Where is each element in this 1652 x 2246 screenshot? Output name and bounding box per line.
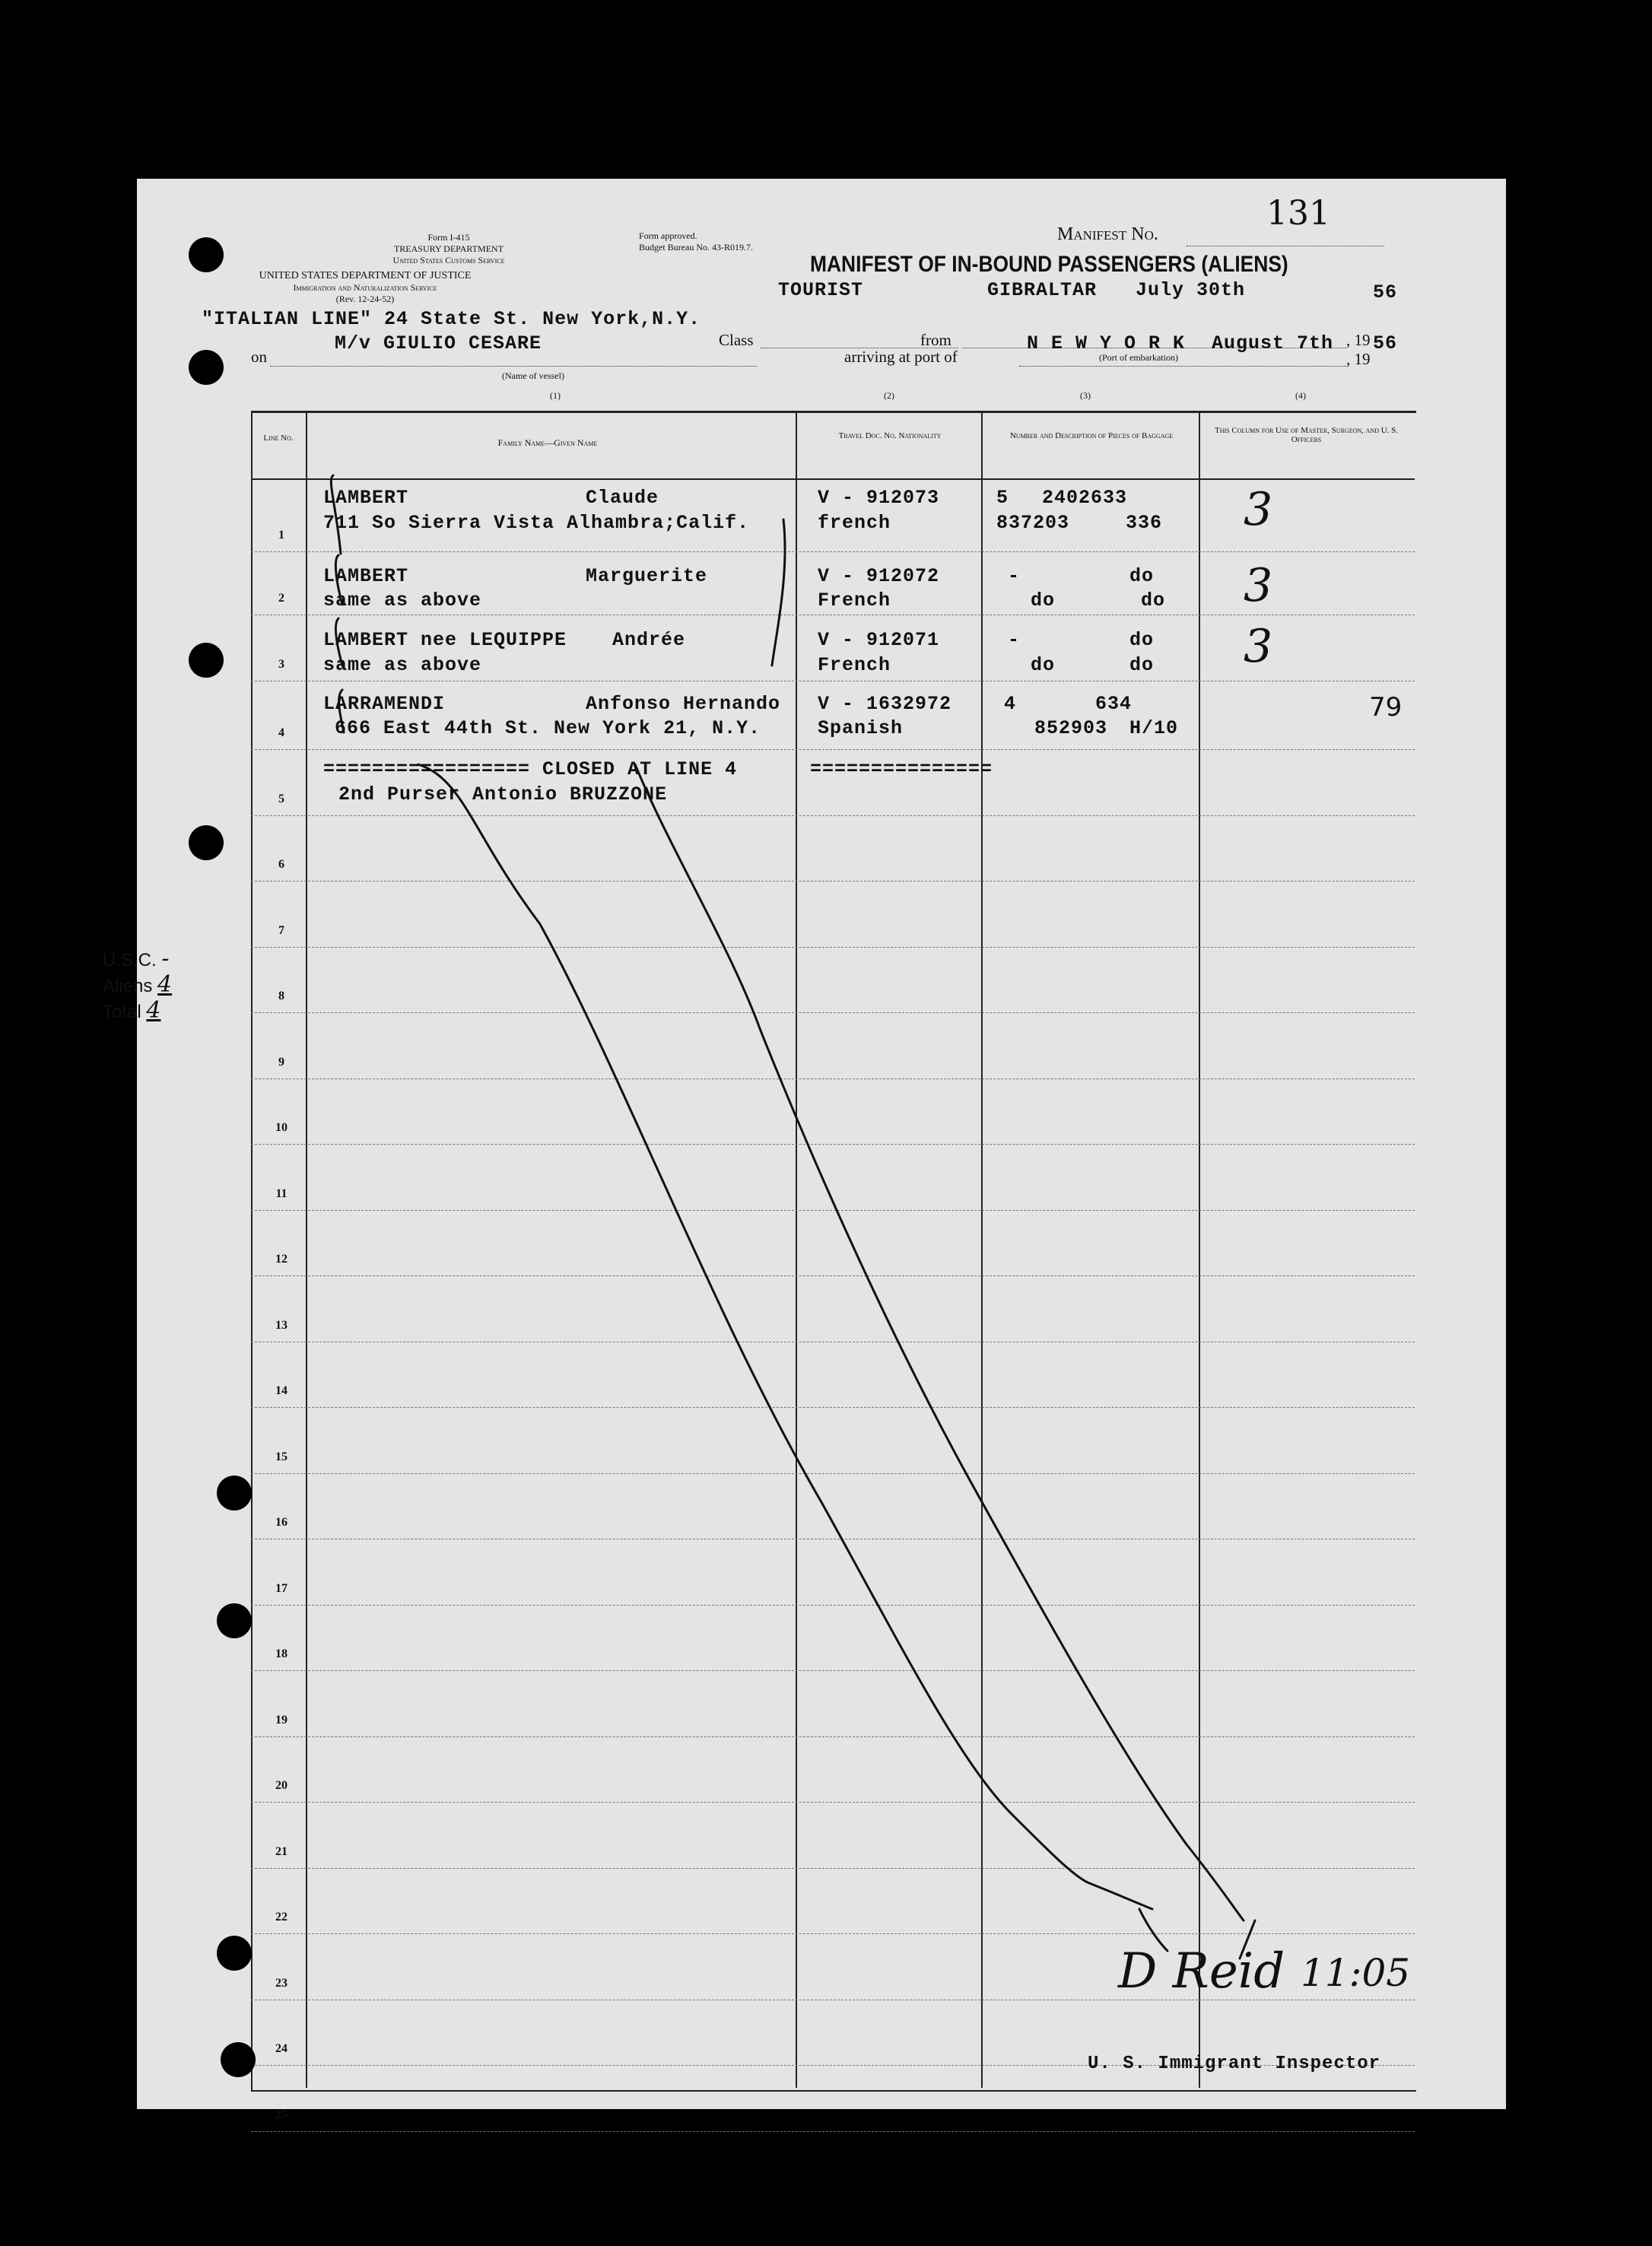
entry-officer-mark: 3: [1244, 620, 1273, 673]
usc-label: U.S.C.: [103, 950, 157, 971]
row-number: 24: [275, 2042, 288, 2055]
from-label: from: [920, 331, 951, 349]
department-rev: (Rev. 12-24-52): [335, 294, 395, 304]
page-title: MANIFEST OF IN-BOUND PASSENGERS (ALIENS): [810, 252, 1288, 277]
inspector-signature: D Reid: [1118, 1943, 1285, 2000]
arrival-year: 56: [1373, 332, 1398, 354]
row-number: 22: [275, 1911, 288, 1924]
aliens-value: 4: [157, 971, 173, 998]
tick-stroke-2: [335, 555, 342, 605]
arrival-port: N E W Y O R K: [1027, 332, 1186, 354]
header-baggage: Number and Description of Pieces of Baggage: [1009, 431, 1174, 440]
entry-doc: V - 912071: [818, 629, 940, 651]
binder-hole: [189, 237, 224, 272]
year-value: 56: [1373, 281, 1398, 303]
form-id-text: Form I-415: [427, 232, 470, 243]
class-value: TOURIST: [778, 279, 864, 301]
entry-bag-count: 4: [1004, 693, 1017, 715]
row-number: 4: [278, 726, 284, 739]
manifest-page: [103, 179, 1506, 2121]
binder-hole: [217, 1936, 252, 1971]
department-line1: UNITED STATES DEPARTMENT OF JUSTICE: [259, 270, 472, 281]
cancel-stroke-2: [635, 764, 1244, 1920]
customs-text: United States Customs Service: [392, 255, 505, 265]
entry-bag-a: do: [1129, 629, 1155, 651]
row-number: 16: [275, 1516, 288, 1529]
tick-stroke-4: [339, 690, 344, 732]
entry-bag-c: H/10: [1129, 717, 1179, 739]
port-embarkation-label: (Port of embarkation): [1099, 352, 1178, 363]
entry-address: 711 So Sierra Vista Alhambra;Calif.: [323, 512, 750, 534]
entry-bag-a: do: [1129, 565, 1155, 587]
entry-nationality: Spanish: [818, 717, 904, 739]
carrier-text: "ITALIAN LINE" 24 State St. New York,N.Y.: [202, 308, 701, 330]
vessel-label: (Name of vessel): [502, 370, 564, 381]
entry-bag-b: 837203: [996, 512, 1070, 534]
entry-address: same as above: [323, 589, 482, 612]
purser-signature-line: 2nd Purser Antonio BRUZZONE: [338, 783, 668, 805]
row-number: 9: [278, 1055, 284, 1069]
row-number: 12: [275, 1253, 288, 1266]
entry-bag-c: do: [1129, 654, 1155, 676]
entry-bag-a: 2402633: [1042, 487, 1128, 509]
on-label: on: [251, 348, 267, 366]
arrival-year-prefix: , 19: [1346, 350, 1371, 368]
total-value: 4: [146, 997, 161, 1024]
row-number: 2: [278, 592, 284, 605]
arrival-date: August 7th: [1212, 332, 1334, 354]
entry-address: 666 East 44th St. New York 21, N.Y.: [335, 717, 761, 739]
row-number: 5: [278, 792, 284, 805]
entry-doc: V - 912072: [818, 565, 940, 587]
entry-bag-count: -: [1008, 629, 1021, 651]
row-number: 7: [278, 923, 284, 937]
row-number: 13: [275, 1318, 288, 1332]
class-label: Class: [719, 331, 754, 349]
row-number: 18: [275, 1647, 288, 1660]
entry-officer-mark: 3: [1244, 559, 1273, 612]
entry-bag-c: do: [1141, 589, 1166, 612]
entry-family-name: LAMBERT: [323, 565, 409, 587]
closed-at-line: ================= CLOSED AT LINE 4: [323, 758, 738, 780]
header-name: Family Name—Given Name: [497, 437, 598, 448]
binder-hole: [189, 350, 224, 385]
entry-family-name: LAMBERT nee LEQUIPPE: [323, 629, 567, 651]
inspector-label: U. S. Immigrant Inspector: [1088, 2054, 1381, 2074]
entry-given-name: Andrée: [612, 629, 686, 651]
row-number: 23: [275, 1976, 288, 1990]
binder-hole: [217, 1476, 252, 1511]
departure-date: July 30th: [1136, 279, 1246, 301]
year-prefix: , 19: [1346, 331, 1371, 349]
tick-stroke-1: [331, 475, 341, 554]
vessel-name: M/v GIULIO CESARE: [335, 332, 542, 354]
header-officers: This Column for Use of Master, Surgeon, and U. S. Officers: [1214, 426, 1399, 444]
row-number: 11: [275, 1187, 288, 1200]
entry-nationality: French: [818, 654, 891, 676]
column-number-1: (1): [550, 390, 561, 401]
entry-family-name: LARRAMENDI: [323, 693, 446, 715]
arriving-label: arriving at port of: [844, 348, 958, 366]
entry-officer-mark: 79: [1369, 692, 1403, 723]
manifest-number: 131: [1266, 194, 1330, 233]
entry-bag-count: -: [1008, 565, 1021, 587]
entry-family-name: LAMBERT: [323, 487, 409, 509]
binder-hole: [221, 2042, 256, 2077]
binder-hole: [189, 643, 224, 678]
binder-hole: [217, 1603, 252, 1638]
row-number: 8: [278, 990, 284, 1002]
row-number: 21: [275, 1844, 288, 1858]
entry-officer-mark: 3: [1244, 483, 1273, 536]
entry-bag-count: 5: [996, 487, 1009, 509]
row-number: 10: [275, 1121, 288, 1134]
row-number: 20: [275, 1779, 288, 1792]
row-number: 17: [275, 1581, 288, 1595]
bracket-stroke: [772, 519, 785, 666]
closed-rule: ===============: [810, 758, 993, 780]
entry-nationality: french: [818, 512, 891, 534]
manifest-label: Manifest No.: [1057, 224, 1158, 244]
signature-time: 11:05: [1301, 1951, 1411, 1995]
column-number-2: (2): [884, 390, 894, 401]
total-label: Total: [103, 1002, 141, 1022]
row-rule: [251, 2131, 1415, 2132]
entry-doc: V - 912073: [818, 487, 940, 509]
row-number: 3: [278, 658, 284, 671]
header-line-no: Line No.: [263, 434, 294, 443]
column-number-3: (3): [1080, 390, 1091, 401]
department-line2: Immigration and Naturalization Service: [293, 282, 437, 293]
row-number: 25: [275, 2108, 288, 2121]
entry-given-name: Marguerite: [586, 565, 708, 587]
entry-given-name: Claude: [586, 487, 659, 509]
entry-bag-b: do: [1031, 589, 1056, 612]
entry-bag-b: 852903: [1034, 717, 1108, 739]
entry-address: same as above: [323, 654, 482, 676]
cancel-stroke-1: [418, 764, 1152, 1909]
entry-bag-b: do: [1031, 654, 1056, 676]
row-number: 14: [275, 1384, 288, 1397]
row-number: 1: [278, 529, 284, 542]
header-travel-doc: Travel Doc. No. Nationality: [838, 431, 942, 440]
entry-bag-a: 634: [1095, 693, 1133, 715]
usc-value: -: [161, 945, 170, 972]
aliens-label: Aliens: [103, 976, 153, 996]
budget-text: Budget Bureau No. 43-R019.7.: [639, 242, 753, 253]
column-number-4: (4): [1295, 390, 1306, 401]
entry-bag-c: 336: [1126, 512, 1163, 534]
treasury-text: TREASURY DEPARTMENT: [393, 243, 504, 254]
cancel-hook: [1139, 1909, 1168, 1951]
entry-doc: V - 1632972: [818, 693, 952, 715]
row-number: 6: [278, 858, 284, 871]
binder-hole: [189, 825, 224, 860]
entry-given-name: Anfonso Hernando: [586, 693, 781, 715]
entry-nationality: French: [818, 589, 891, 612]
signature-tail: [1240, 1920, 1255, 1958]
from-value: GIBRALTAR: [987, 279, 1098, 301]
row-number: 15: [275, 1450, 288, 1463]
handwritten-strokes: [137, 179, 1506, 2109]
row-number: 19: [275, 1713, 288, 1727]
approved-text: Form approved.: [639, 230, 697, 241]
tick-stroke-3: [335, 618, 342, 666]
